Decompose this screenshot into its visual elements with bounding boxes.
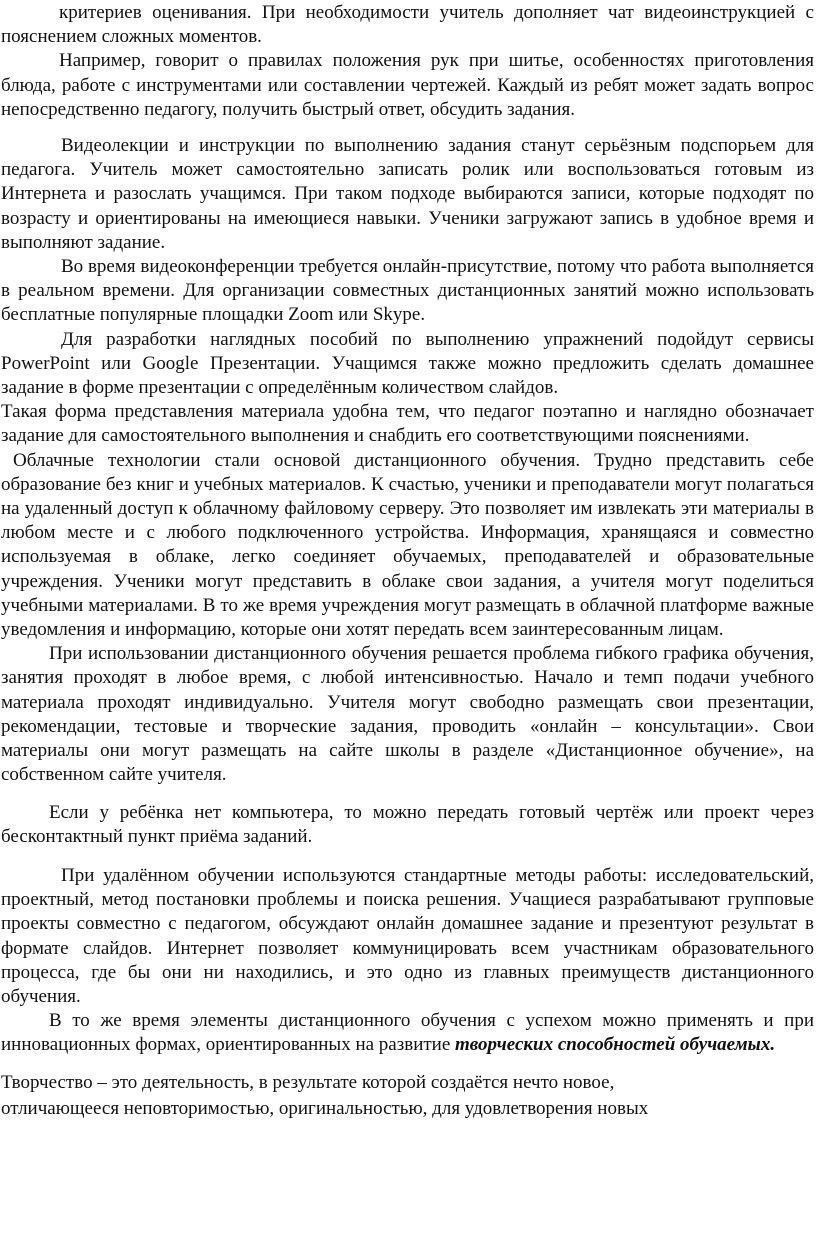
paragraph-video-lectures: Видеолекции и инструкции по выполнению задания станут серьёзным подспорьем для педагога. Учитель может самостоятельно записать ролик или воспользоваться готовым из Интернета и разослать учащимся. При таком подходе выбираются записи, которые подходят по возрасту и ориентированы на имеющиеся навыки. Ученики загружают запись в удобное время и выполняют задание. [1, 135, 814, 253]
paragraph-example: Например, говорит о правилах положения рук при шитье, особенностях приготовления блюда, работе с инструментами или составлении чертежей. Каждый из ребят может задать вопрос непосредственно педагогу, получить быстрый ответ, обсудить задания. [1, 50, 814, 120]
paragraph-videoconference: Во время видеоконференции требуется онлайн-присутствие, потому что работа выполняется в реальном времени. Для организации совместных дистанционных занятий можно использовать бесплатные популярные площадки Zoom или Skype. [1, 256, 814, 326]
closing-line-2: отличающееся неповторимостью, оригинальностью, для удовлетворения новых [1, 1097, 649, 1119]
closing-line-1: Творчество – это деятельность, в результате которой создаётся нечто новое, [1, 1071, 615, 1093]
paragraph-cloud-technologies: Облачные технологии стали основой дистанционного обучения. Трудно представить себе образование без книг и учебных материалов. К счастью, ученики и преподаватели могут полагаться на удаленный доступ к облачному файловому серверу. Это позволяет им извлекать эти материалы в любом месте и с любого подключенного устройства. Информация, хранящаяся и совместно используемая в облаке, легко соединяет обучаемых, преподавателей и образовательные учреждения. Ученики могут представить в облаке свои задания, а учителя могут поделиться учебными материалами. В то же время учреждения могут размещать в облачной платформе важные уведомления и информацию, которые они хотят передать всем заинтересованным лицам. [1, 449, 814, 641]
paragraph-no-computer: Если у ребёнка нет компьютера, то можно передать готовый чертёж или проект через бесконтактный пункт приёма заданий. [1, 801, 814, 847]
innovative-forms-text: В то же время элементы дистанционного обучения с успехом можно применять и при инновационных формах, ориентированных на развитие [1, 1010, 814, 1056]
paragraph-remote-methods: При удалённом обучении используются стандартные методы работы: исследовательский, проектный, метод постановки проблемы и поиска решения. Учащиеся разрабатывают групповые проекты совместно с педагогом, обсуждают онлайн домашнее задание и презентуют результат в формате слайдов. Интернет позволяет коммуницировать всем участникам образовательного процесса, где бы они ни находились, и это одно из главных преимуществ дистанционного обучения. [1, 864, 814, 1007]
paragraph-presentations: Для разработки наглядных пособий по выполнению упражнений подойдут сервисы PowerPoint или Google Презентации. Учащимся также можно предложить сделать домашнее задание в форме презентации с определённым количеством слайдов. [1, 328, 814, 399]
paragraph-presentation-form: Такая форма представления материала удобна тем, что педагог поэтапно и наглядно обозначает задание для самостоятельного выполнения и снабдить его соответствующими пояснениями. [1, 401, 814, 447]
creative-abilities-emphasis: творческих способностей обучаемых. [455, 1034, 776, 1056]
paragraph-innovative-forms [1, 1009, 814, 1057]
paragraph-chat-video: критериев оценивания. При необходимости учитель дополняет чат видеоинструкцией с пояснением сложных моментов. [1, 2, 814, 48]
paragraph-flexible-schedule: При использовании дистанционного обучения решается проблема гибкого графика обучения, занятия проходят в любое время, с любой интенсивностью. Начало и темп подачи учебного материала проходят индивидуально. Учителя могут свободно размещать свои презентации, рекомендации, тестовые и творческие задания, проводить «онлайн – консультации». Свои материалы они могут размещать на сайте школы в разделе «Дистанционное обучение», на собственном сайте учителя. [1, 643, 814, 786]
